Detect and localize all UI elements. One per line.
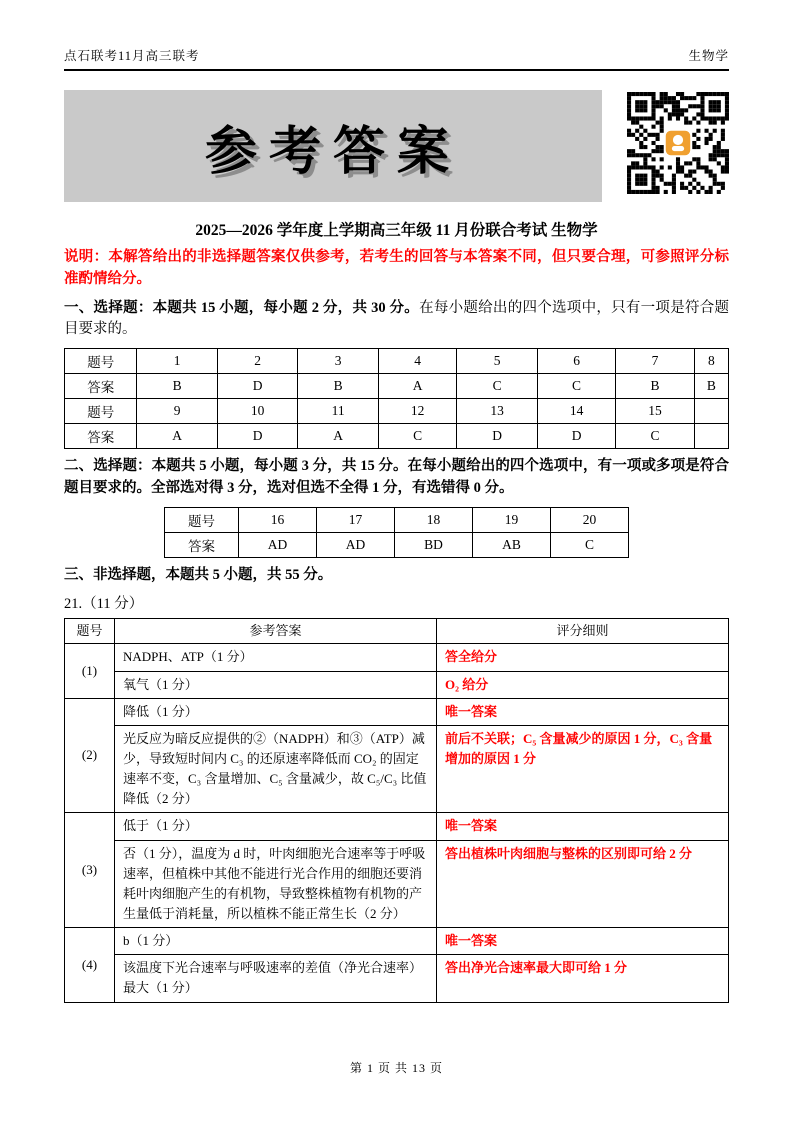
question-21-label: 21.（11 分） bbox=[64, 596, 144, 613]
table-cell: A bbox=[137, 424, 217, 449]
rubric-table bbox=[64, 618, 729, 1002]
banner-row bbox=[64, 90, 729, 202]
rubric-cell: 答出净光合速率最大即可给 1 分 bbox=[437, 955, 729, 1002]
table-cell: D bbox=[457, 424, 537, 449]
header-left-text: 点石联考11月高三联考 bbox=[64, 49, 200, 63]
section-2-heading: 二、选择题：本题共 5 小题，每小题 3 分，共 15 分。在每小题给出的四个选项中，有一项或多项是符合题目要求的。全部选对得 3 分，选对但选不全得 1 分，有选错得 0 分。 bbox=[64, 458, 729, 496]
table-cell bbox=[694, 399, 728, 424]
answer-cell: 该温度下光合速率与呼吸速率的差值（净光合速率）最大（1 分） bbox=[115, 955, 437, 1002]
section-1-body: 在每小题给出的四个选项中，只有一项是符合题目要求的。 bbox=[64, 299, 730, 338]
table-cell: D bbox=[537, 424, 615, 449]
table-cell: 9 bbox=[137, 399, 217, 424]
table-row bbox=[65, 374, 729, 399]
table-cell: 4 bbox=[378, 349, 456, 374]
table-cell: AB bbox=[473, 532, 551, 557]
question-number-cell: (3) bbox=[65, 813, 115, 928]
answer-cell: NADPH、ATP（1 分） bbox=[115, 644, 437, 671]
table-cell: 17 bbox=[317, 507, 395, 532]
table-cell: C bbox=[378, 424, 456, 449]
rubric-cell: 答全给分 bbox=[437, 644, 729, 671]
table-cell: 12 bbox=[378, 399, 456, 424]
mcq-table-2 bbox=[164, 507, 629, 558]
page-footer: 第 1 页 共 13 页 bbox=[349, 1061, 443, 1075]
table-cell: 题号 bbox=[165, 507, 239, 532]
table-row bbox=[65, 671, 729, 698]
table-cell: C bbox=[551, 532, 629, 557]
table-cell: 15 bbox=[616, 399, 694, 424]
table-cell: 6 bbox=[537, 349, 615, 374]
table-row bbox=[65, 928, 729, 955]
column-header-number: 题号 bbox=[65, 619, 115, 644]
rubric-cell: 唯一答案 bbox=[437, 928, 729, 955]
mcq-table-1 bbox=[64, 348, 729, 449]
table-row bbox=[65, 725, 729, 813]
table-row bbox=[65, 424, 729, 449]
table-cell: B bbox=[137, 374, 217, 399]
table-cell: 5 bbox=[457, 349, 537, 374]
table-cell: 答案 bbox=[165, 532, 239, 557]
banner-title: 参考答案 bbox=[204, 123, 461, 181]
table-cell: 3 bbox=[298, 349, 378, 374]
table-row bbox=[65, 399, 729, 424]
answer-cell: 否（1 分），温度为 d 时，叶肉细胞光合速率等于呼吸速率，但植株中其他不能进行光合作用的细胞还要消耗叶肉细胞产生的有机物，导致整株植物有机物的产生量低于消耗量，所以植株不能正常生长（2 分） bbox=[115, 840, 437, 928]
table-cell: 答案 bbox=[65, 424, 137, 449]
table-cell: 18 bbox=[395, 507, 473, 532]
table-row bbox=[65, 698, 729, 725]
column-header-answer: 参考答案 bbox=[115, 619, 437, 644]
table-cell: C bbox=[616, 424, 694, 449]
table-cell: 题号 bbox=[65, 349, 137, 374]
table-cell bbox=[694, 424, 728, 449]
table-cell: 答案 bbox=[65, 374, 137, 399]
rubric-cell: 唯一答案 bbox=[437, 813, 729, 840]
table-cell: 13 bbox=[457, 399, 537, 424]
rubric-cell: 前后不关联；C₅ 含量减少的原因 1 分，C₃ 含量增加的原因 1 分 bbox=[437, 725, 729, 813]
table-row bbox=[65, 349, 729, 374]
rubric-cell: O₂ 给分 bbox=[437, 671, 729, 698]
table-row bbox=[65, 644, 729, 671]
table-cell: AD bbox=[239, 532, 317, 557]
table-cell: 1 bbox=[137, 349, 217, 374]
page-header bbox=[64, 46, 729, 71]
question-number-cell: (4) bbox=[65, 928, 115, 1002]
table-cell: A bbox=[378, 374, 456, 399]
table-cell: 16 bbox=[239, 507, 317, 532]
grading-notice: 说明：本解答给出的非选择题答案仅供参考，若考生的回答与本答案不同，但只要合理，可参照评分标准酌情给分。 bbox=[64, 249, 729, 287]
section-1-heading bbox=[64, 298, 729, 342]
table-cell: A bbox=[298, 424, 378, 449]
qr-code bbox=[627, 92, 729, 194]
table-cell: 2 bbox=[217, 349, 297, 374]
table-cell: D bbox=[217, 424, 297, 449]
table-cell: C bbox=[537, 374, 615, 399]
table-cell: D bbox=[217, 374, 297, 399]
answer-cell: 低于（1 分） bbox=[115, 813, 437, 840]
exam-title: 2025—2026 学年度上学期高三年级 11 月份联合考试 生物学 bbox=[195, 222, 598, 239]
answer-banner bbox=[64, 90, 602, 202]
table-cell: 20 bbox=[551, 507, 629, 532]
table-row bbox=[165, 507, 629, 532]
column-header-rubric: 评分细则 bbox=[437, 619, 729, 644]
table-row bbox=[65, 813, 729, 840]
table-cell: 14 bbox=[537, 399, 615, 424]
table-cell: 10 bbox=[217, 399, 297, 424]
table-row bbox=[65, 840, 729, 928]
table-row bbox=[65, 619, 729, 644]
answer-cell: b（1 分） bbox=[115, 928, 437, 955]
table-cell: 7 bbox=[616, 349, 694, 374]
question-number-cell: (2) bbox=[65, 698, 115, 813]
table-cell: 8 bbox=[694, 349, 728, 374]
table-row bbox=[165, 532, 629, 557]
answer-cell: 降低（1 分） bbox=[115, 698, 437, 725]
rubric-cell: 答出植株叶肉细胞与整株的区别即可给 2 分 bbox=[437, 840, 729, 928]
answer-cell: 光反应为暗反应提供的②（NADPH）和③（ATP）减少，导致短时间内 C₃ 的还原速率降低而 CO₂ 的固定速率不变，C₃ 含量增加、C₅ 含量减少，故 C₅/C₃ 比值降低（2 分） bbox=[115, 725, 437, 813]
rubric-cell: 唯一答案 bbox=[437, 698, 729, 725]
question-number-cell: (1) bbox=[65, 644, 115, 698]
table-cell: BD bbox=[395, 532, 473, 557]
table-cell: C bbox=[457, 374, 537, 399]
table-cell: B bbox=[694, 374, 728, 399]
table-cell: 题号 bbox=[65, 399, 137, 424]
table-cell: 19 bbox=[473, 507, 551, 532]
section-3-heading: 三、非选择题，本题共 5 小题，共 55 分。 bbox=[64, 566, 333, 583]
section-1-lead: 一、选择题：本题共 15 小题，每小题 2 分，共 30 分。 bbox=[64, 299, 420, 316]
table-row bbox=[65, 955, 729, 1002]
table-cell: B bbox=[298, 374, 378, 399]
table-cell: 11 bbox=[298, 399, 378, 424]
table-cell: B bbox=[616, 374, 694, 399]
answer-cell: 氧气（1 分） bbox=[115, 671, 437, 698]
table-cell: AD bbox=[317, 532, 395, 557]
header-right-text: 生物学 bbox=[688, 49, 729, 63]
